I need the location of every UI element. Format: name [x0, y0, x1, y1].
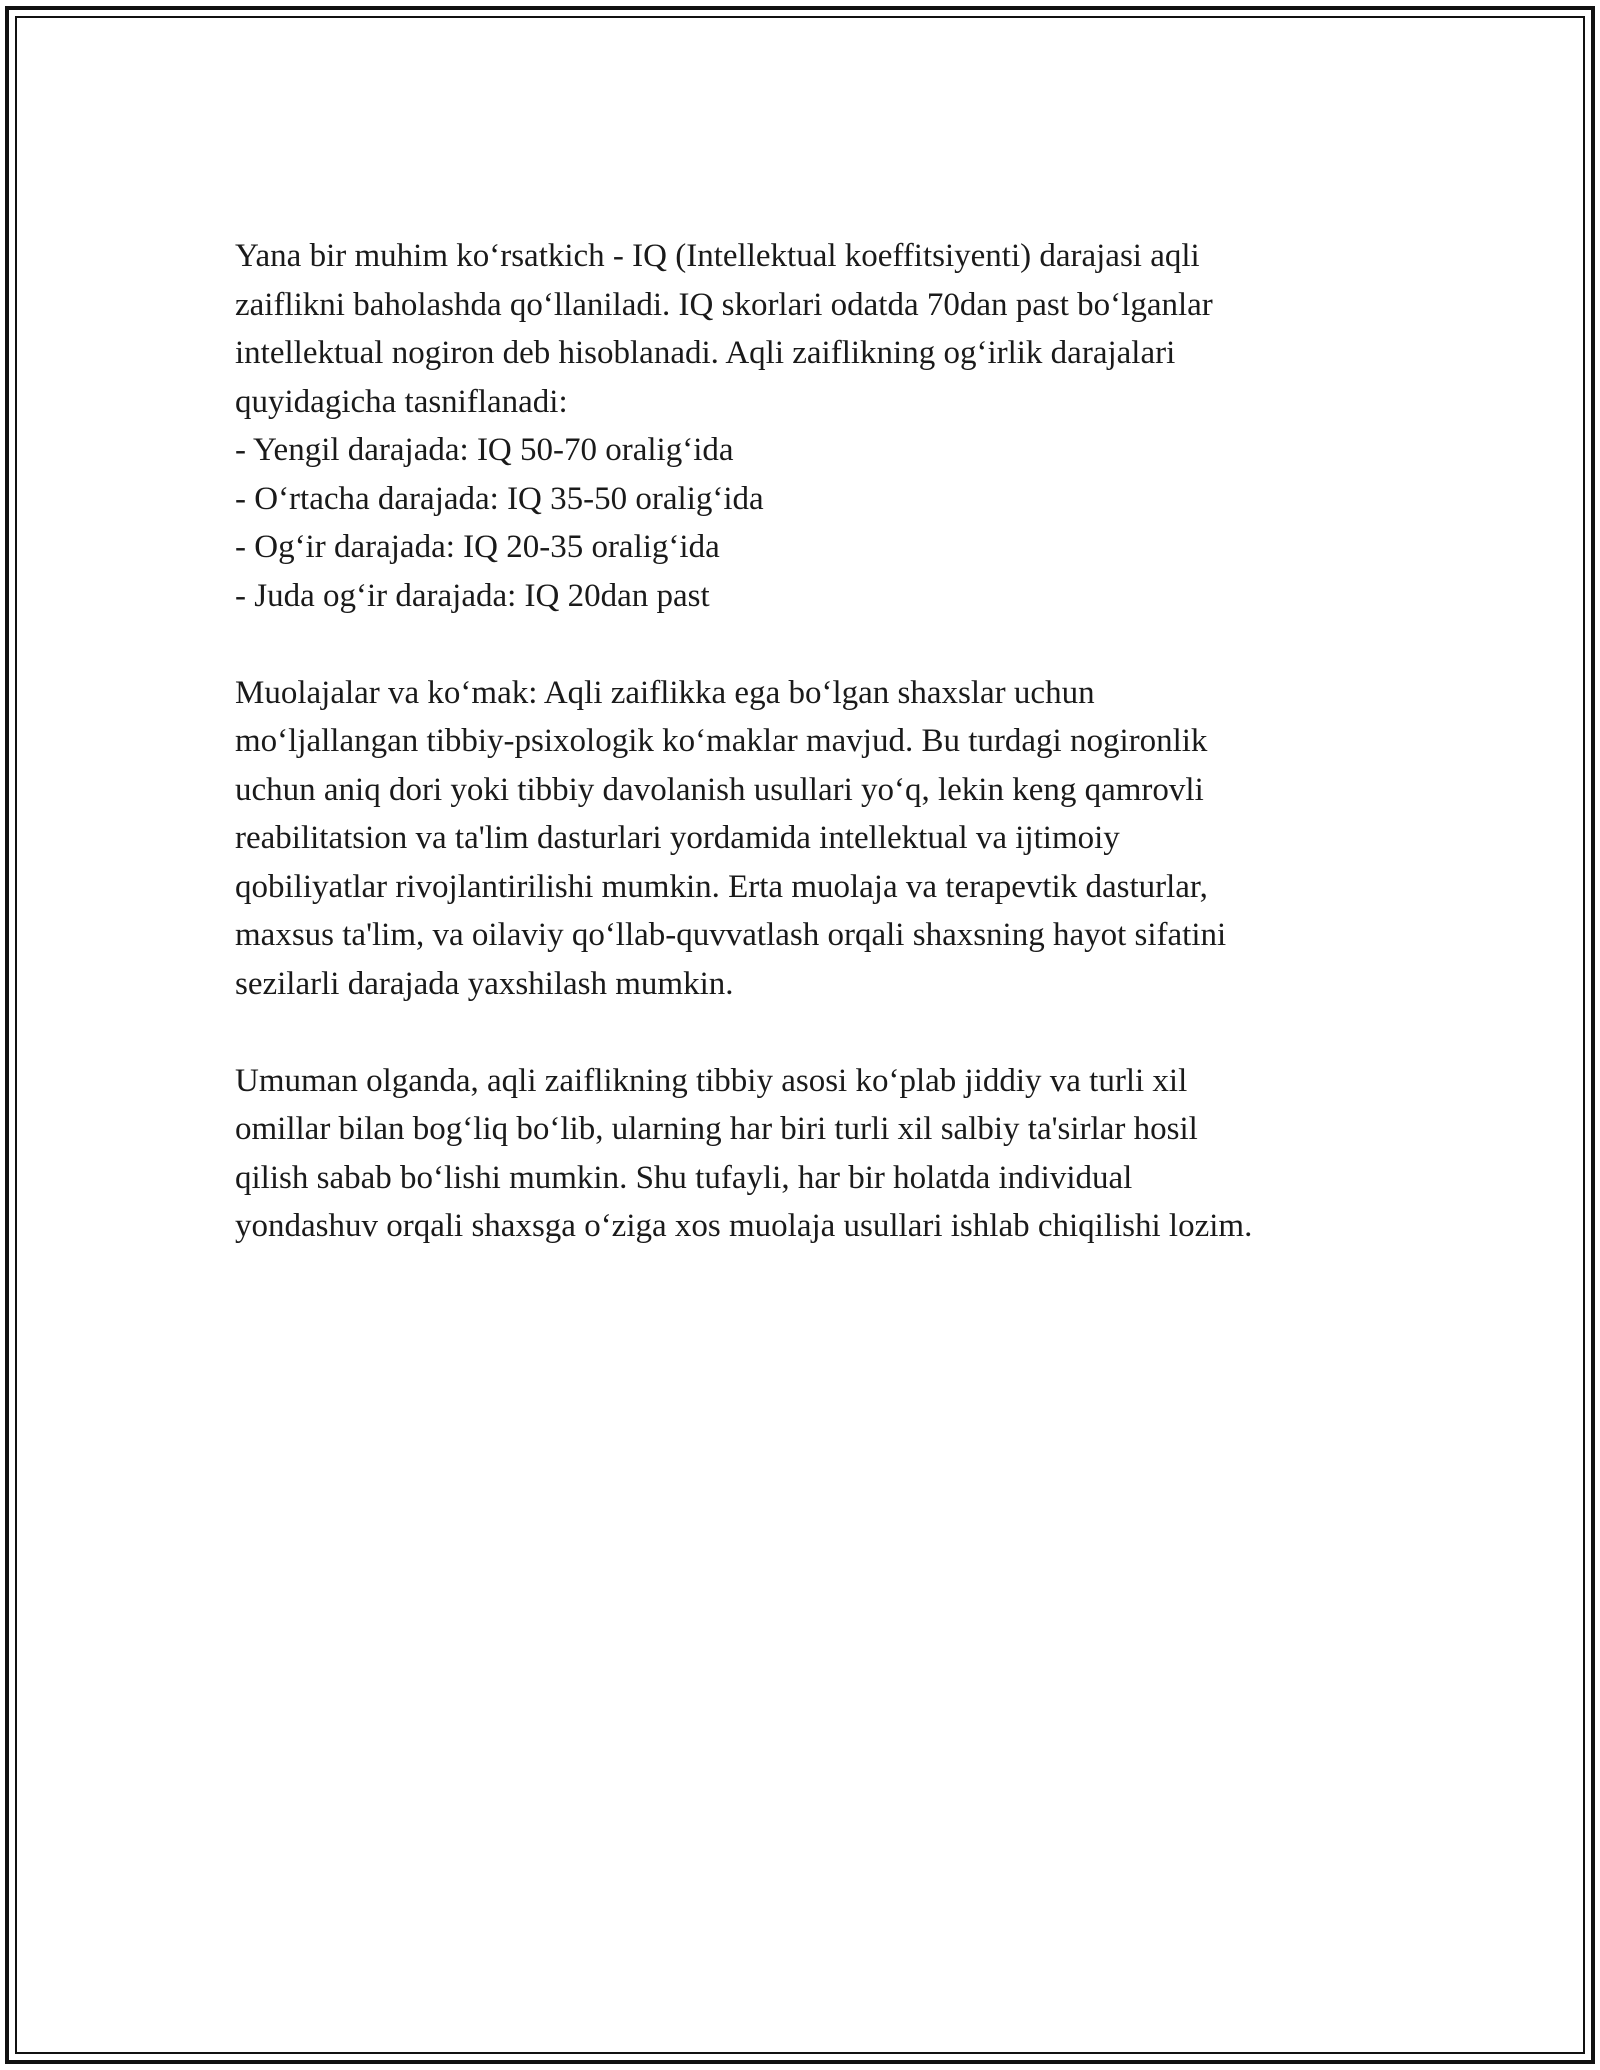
- text-line: mo‘ljallangan tibbiy-psixologik ko‘maklar mavjud. Bu turdagi nogironlik: [235, 723, 1208, 759]
- text-line: zaiflikni baholashda qo‘llaniladi. IQ skorlari odatda 70dan past bo‘lganlar: [235, 286, 1213, 323]
- text-line: reabilitatsion va ta'lim dasturlari yordamida intellektual va ijtimoiy: [235, 820, 1120, 856]
- text-line: yondashuv orqali shaxsga o‘ziga xos muolaja usullari ishlab chiqilishi lozim.: [235, 1208, 1253, 1244]
- paragraph-treatment-support: [235, 669, 1415, 1009]
- text-line: maxsus ta'lim, va oilaviy qo‘llab-quvvatlash orqali shaxsning hayot sifatini: [235, 917, 1227, 953]
- text-line: sezilarli darajada yaxshilash mumkin.: [235, 965, 734, 1002]
- text-line: intellektual nogiron deb hisoblanadi. Aqli zaiflikning og‘irlik darajalari: [235, 335, 1176, 371]
- document-body: [235, 232, 1415, 1251]
- paragraph-spacer: [235, 1008, 1415, 1057]
- text-line: uchun aniq dori yoki tibbiy davolanish usullari yo‘q, lekin keng qamrovli: [235, 771, 1204, 808]
- paragraph-iq-levels: [235, 232, 1415, 620]
- list-item: - Yengil darajada: IQ 50-70 oralig‘ida: [235, 432, 734, 468]
- text-line: Umuman olganda, aqli zaiflikning tibbiy asosi ko‘plab jiddiy va turli xil: [235, 1062, 1188, 1099]
- paragraph-conclusion: [235, 1057, 1415, 1251]
- list-item: - O‘rtacha darajada: IQ 35-50 oralig‘ida: [235, 480, 764, 517]
- text-line: quyidagicha tasniflanadi:: [235, 383, 568, 420]
- text-line: Muolajalar va ko‘mak: Aqli zaiflikka ega bo‘lgan shaxslar uchun: [235, 674, 1095, 711]
- text-line: omillar bilan bog‘liq bo‘lib, ularning har biri turli xil salbiy ta'sirlar hosil: [235, 1111, 1198, 1147]
- list-item: - Juda og‘ir darajada: IQ 20dan past: [235, 577, 710, 614]
- text-line: Yana bir muhim ko‘rsatkich - IQ (Intellektual koeffitsiyenti) darajasi aqli: [235, 238, 1200, 274]
- paragraph-spacer: [235, 620, 1415, 669]
- text-line: qobiliyatlar rivojlantirilishi mumkin. Erta muolaja va terapevtik dasturlar,: [235, 868, 1208, 905]
- list-item: - Og‘ir darajada: IQ 20-35 oralig‘ida: [235, 529, 720, 565]
- text-line: qilish sabab bo‘lishi mumkin. Shu tufayli, har bir holatda individual: [235, 1159, 1133, 1196]
